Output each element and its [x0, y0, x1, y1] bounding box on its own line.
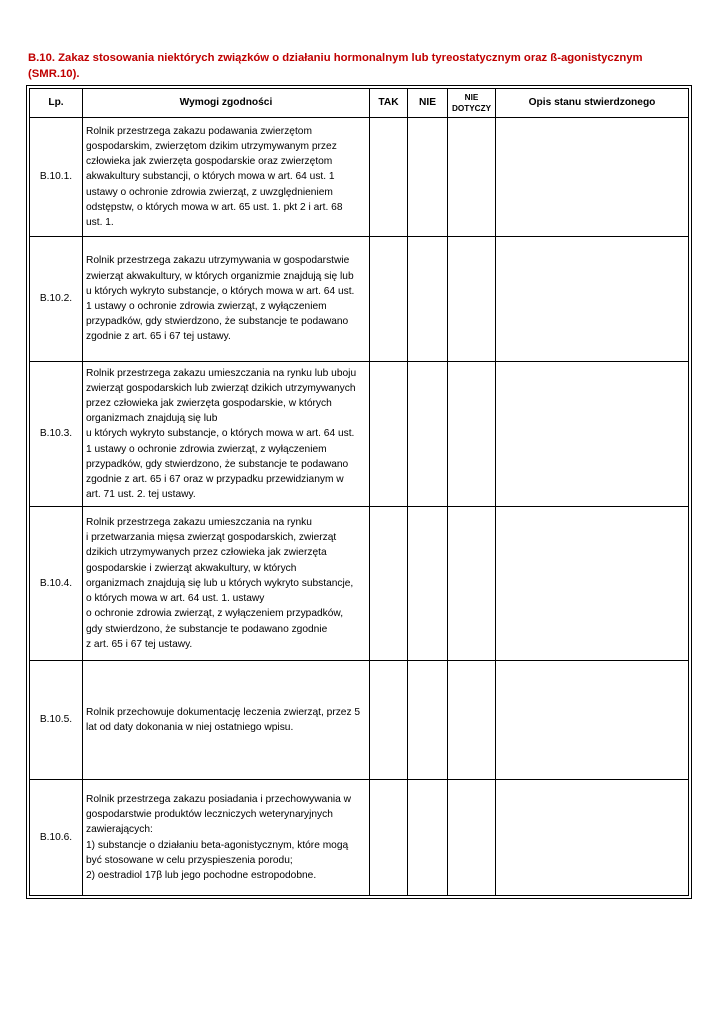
nie-cell[interactable] — [408, 362, 448, 507]
page-title: B.10. Zakaz stosowania niektórych związków o działaniu hormonalnym lub tyreostatycznym oraz ß-agonistycznym (SMR.10). — [28, 52, 643, 80]
table-row — [30, 661, 689, 780]
table-row — [30, 780, 689, 896]
tak-cell[interactable] — [370, 507, 408, 661]
nie-dotyczy-cell[interactable] — [448, 780, 496, 896]
nie-cell[interactable] — [408, 780, 448, 896]
row-number: B.10.5. — [30, 661, 83, 780]
tak-cell[interactable] — [370, 661, 408, 780]
table-row — [30, 362, 689, 507]
tak-cell[interactable] — [370, 118, 408, 237]
table-row — [30, 507, 689, 661]
nie-dotyczy-cell[interactable] — [448, 118, 496, 237]
nie-dotyczy-cell[interactable] — [448, 362, 496, 507]
column-header-nie-dotyczy: NIE DOTYCZY — [448, 89, 496, 118]
row-number: B.10.3. — [30, 362, 83, 507]
opis-cell[interactable] — [496, 237, 689, 362]
table-row — [30, 237, 689, 362]
compliance-checklist-table — [26, 85, 692, 899]
opis-cell[interactable] — [496, 661, 689, 780]
table-header-row — [30, 89, 689, 118]
nie-cell[interactable] — [408, 237, 448, 362]
row-number: B.10.6. — [30, 780, 83, 896]
tak-cell[interactable] — [370, 780, 408, 896]
nie-dotyczy-cell[interactable] — [448, 507, 496, 661]
row-number: B.10.2. — [30, 237, 83, 362]
tak-cell[interactable] — [370, 362, 408, 507]
nie-cell[interactable] — [408, 661, 448, 780]
nie-cell[interactable] — [408, 507, 448, 661]
requirement-text: Rolnik przestrzega zakazu umieszczania na rynku lub uboju zwierząt gospodarskich lub zwierząt dzikich utrzymywanych przez człowieka jak zwierzęta gospodarskie, w których organizmach znajdują się lub u których wykryto substancje, o których mowa w art. 64 ust. 1 ustawy o ochronie zdrowia zwierząt, z wyłączeniem przypadków, gdy stwierdzono, że substancje te podawano zgodnie z art. 65 i 67 oraz w przypadku przewidzianym w art. 71 ust. 2. tej ustawy. — [83, 362, 370, 507]
nie-cell[interactable] — [408, 118, 448, 237]
tak-cell[interactable] — [370, 237, 408, 362]
opis-cell[interactable] — [496, 780, 689, 896]
table-row — [30, 118, 689, 237]
requirement-text: Rolnik przestrzega zakazu utrzymywania w gospodarstwie zwierząt akwakultury, w których organizmie znajdują się lub u których wykryto substancje, o których mowa w art. 64 ust. 1 ustawy o ochronie zdrowia zwierząt, z wyłączeniem przypadków, gdy stwierdzono, że substancje te podawano zgodnie z art. 65 i 67 tej ustawy. — [83, 237, 370, 362]
opis-cell[interactable] — [496, 118, 689, 237]
nie-dotyczy-cell[interactable] — [448, 237, 496, 362]
row-number: B.10.4. — [30, 507, 83, 661]
column-header-wymogi: Wymogi zgodności — [83, 89, 370, 118]
requirement-text: Rolnik przechowuje dokumentację leczenia zwierząt, przez 5 lat od daty dokonania w niej ostatniego wpisu. — [83, 661, 370, 780]
requirement-text: Rolnik przestrzega zakazu podawania zwierzętom gospodarskim, zwierzętom dzikim utrzymywanym przez człowieka jak zwierzęta gospodarskie oraz zwierzętom akwakultury substancji, o których mowa w art. 64 ust. 1 ustawy o ochronie zdrowia zwierząt, z uwzględnieniem odstępstw, o których mowa w art. 65 ust. 1. pkt 2 i art. 68 ust. 1. — [83, 118, 370, 237]
column-header-opis: Opis stanu stwierdzonego — [496, 89, 689, 118]
requirement-text: Rolnik przestrzega zakazu umieszczania na rynku i przetwarzania mięsa zwierząt gospodarskich, zwierząt dzikich utrzymywanych przez człowieka jak zwierzęta gospodarskie i zwierząt akwakultury, w których organizmach znajdują się lub u których wykryto substancje, o których mowa w art. 64 ust. 1. ustawy o ochronie zdrowia zwierząt, z wyłączeniem przypadków, gdy stwierdzono, że substancje te podawano zgodnie z art. 65 i 67 tej ustawy. — [83, 507, 370, 661]
column-header-nie: NIE — [408, 89, 448, 118]
column-header-lp: Lp. — [30, 89, 83, 118]
nie-dotyczy-cell[interactable] — [448, 661, 496, 780]
requirement-text: Rolnik przestrzega zakazu posiadania i przechowywania w gospodarstwie produktów leczniczych weterynaryjnych zawierających: 1) substancje o działaniu beta-agonistycznym, które mogą być stosowane w celu przyspieszenia porodu; 2) oestradiol 17β lub jego pochodne estropodobne. — [83, 780, 370, 896]
column-header-tak: TAK — [370, 89, 408, 118]
opis-cell[interactable] — [496, 507, 689, 661]
row-number: B.10.1. — [30, 118, 83, 237]
opis-cell[interactable] — [496, 362, 689, 507]
